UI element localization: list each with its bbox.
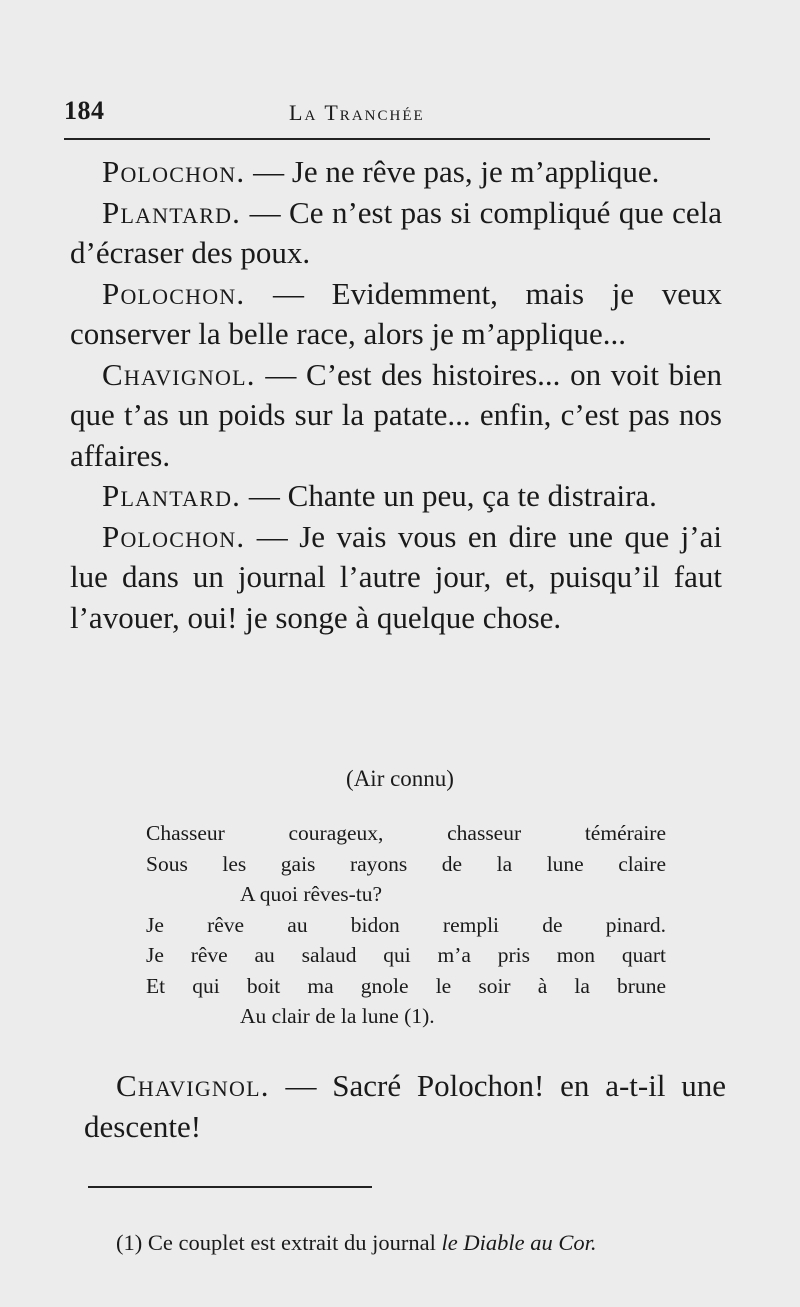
closing-dialogue (84, 1066, 726, 1147)
dialogue-text: — C’est des histoires... on voit bien que t’as un poids sur la patate... enfin, c’est pas nos affaires. (70, 356, 722, 473)
dialogue-line (70, 355, 722, 477)
speaker-name: Chavignol. (102, 356, 256, 392)
song-line: Je rêve au salaud qui m’a pris mon quart (146, 943, 666, 967)
dialogue-text: — Evidemment, mais je veux conserver la belle race, alors je m’applique... (70, 275, 722, 351)
speaker-name: Polochon. (102, 154, 246, 189)
song-line: Au clair de la lune (1). (240, 1004, 435, 1028)
song-line: Et qui boit ma gnole le soir à la brune (146, 973, 666, 998)
footnote-journal-title: le Diable au Cor. (441, 1230, 597, 1255)
song-verse (146, 818, 666, 1032)
speaker-name: Plantard. (102, 478, 242, 513)
speaker-name: Polochon. (102, 518, 246, 554)
footnote-rule (88, 1186, 372, 1188)
running-title: La Tranchée (289, 100, 425, 125)
dialogue-line (70, 152, 722, 193)
song-line: Chasseur courageux, chasseur téméraire (146, 821, 666, 845)
dialogue-text: — Je ne rêve pas, je m’applique. (245, 154, 660, 189)
dialogue-line (70, 476, 722, 517)
song-air-label: (Air connu) (346, 766, 454, 791)
speaker-name: Plantard. (102, 194, 242, 230)
footnote-text: Ce couplet est extrait du journal (142, 1230, 442, 1255)
header-rule (64, 138, 710, 140)
dialogue-text: — Chante un peu, ça te distraira. (241, 478, 657, 513)
dialogue-line (70, 193, 722, 274)
dialogue-text: — Sacré Polochon! en a-t-il une descente! (84, 1068, 726, 1144)
page-number: 184 (64, 96, 105, 125)
dialogue-block (70, 152, 722, 638)
speaker-name: Polochon. (102, 275, 246, 311)
page-header (64, 96, 710, 136)
song-line: A quoi rêves-tu? (240, 882, 383, 906)
speaker-name: Chavignol. (116, 1068, 270, 1103)
dialogue-line (70, 274, 722, 355)
dialogue-text: — Ce n’est pas si compliqué que cela d’écraser des poux. (70, 194, 722, 270)
dialogue-line (70, 517, 722, 639)
footnote (116, 1230, 597, 1256)
dialogue-line (84, 1066, 726, 1147)
song-line: Sous les gais rayons de la lune claire (146, 851, 666, 876)
footnote-marker: (1) (116, 1230, 143, 1255)
dialogue-text: — Je vais vous en dire une que j’ai lue dans un journal l’autre jour, et, puisqu’il faut l’avouer, oui! je songe à quelque chose. (70, 518, 722, 635)
song-line: Je rêve au bidon rempli de pinard. (146, 912, 666, 937)
